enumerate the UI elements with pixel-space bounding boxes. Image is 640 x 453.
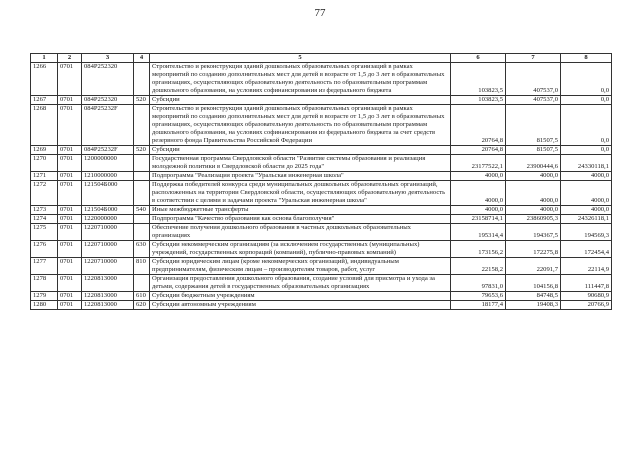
header-cell: 8	[561, 54, 612, 63]
cell-target: 084P25232F	[82, 146, 134, 155]
cell-vr	[134, 215, 150, 224]
cell-v2: 4000,0	[506, 181, 561, 206]
cell-v3: 90680,9	[561, 292, 612, 301]
cell-name: Подпрограмма "Реализация проекта "Уральская инженерная школа"	[150, 172, 451, 181]
cell-sec: 0701	[58, 146, 82, 155]
table-row	[31, 275, 612, 292]
header-cell: 3	[82, 54, 134, 63]
cell-vr: 520	[134, 146, 150, 155]
cell-sec: 0701	[58, 292, 82, 301]
cell-name: Строительство и реконструкция зданий дошкольных образовательных организаций в рамках мероприятий по созданию дополнительных мест для детей в возрасте от 1,5 до 3 лет в образовательных организациях, осуществляющих образовательную деятельность по образовательным программам дошкольного образования, на условиях софинансирования из федерального бюджета за счет средств резервного фонда Правительства Российской Федерации	[150, 105, 451, 146]
cell-vr: 630	[134, 241, 150, 258]
cell-vr	[134, 181, 150, 206]
table-header-row	[31, 54, 612, 63]
cell-name: Субсидии автономным учреждениям	[150, 301, 451, 310]
cell-sec: 0701	[58, 275, 82, 292]
cell-n: 1276	[31, 241, 58, 258]
cell-name: Субсидии некоммерческим организациям (за исключением государственных (муниципальных) учреждений, государственных корпораций (компаний), публично-правовых компаний)	[150, 241, 451, 258]
cell-v1: 4000,0	[451, 181, 506, 206]
cell-n: 1273	[31, 206, 58, 215]
cell-v1: 173156,2	[451, 241, 506, 258]
cell-v3: 0,0	[561, 96, 612, 105]
cell-v3: 194569,3	[561, 224, 612, 241]
cell-target: 084P252320	[82, 63, 134, 96]
page-number: 77	[314, 7, 326, 19]
cell-sec: 0701	[58, 206, 82, 215]
cell-v3: 24330118,1	[561, 155, 612, 172]
cell-target: 1220000000	[82, 215, 134, 224]
cell-n: 1268	[31, 105, 58, 146]
table-row	[31, 301, 612, 310]
cell-name: Обеспечение получения дошкольного образования в частных дошкольных образовательных организациях	[150, 224, 451, 241]
budget-table	[30, 53, 612, 310]
cell-name: Субсидии	[150, 96, 451, 105]
cell-v3: 4000,0	[561, 206, 612, 215]
cell-v3: 0,0	[561, 146, 612, 155]
cell-vr	[134, 172, 150, 181]
cell-v3: 24326118,1	[561, 215, 612, 224]
cell-name: Субсидии юридическим лицам (кроме некоммерческих организаций), индивидуальным предпринимателям, физическим лицам – производителям товаров, работ, услуг	[150, 258, 451, 275]
cell-v2: 194367,5	[506, 224, 561, 241]
cell-target: 084P25232F	[82, 105, 134, 146]
cell-n: 1267	[31, 96, 58, 105]
table-row	[31, 206, 612, 215]
cell-v2: 19408,3	[506, 301, 561, 310]
cell-name: Субсидии	[150, 146, 451, 155]
cell-sec: 0701	[58, 155, 82, 172]
cell-v2: 4000,0	[506, 206, 561, 215]
cell-v1: 4000,0	[451, 206, 506, 215]
cell-v3: 0,0	[561, 63, 612, 96]
cell-vr: 810	[134, 258, 150, 275]
cell-v2: 407537,0	[506, 96, 561, 105]
table-row	[31, 63, 612, 96]
cell-name: Иные межбюджетные трансферты	[150, 206, 451, 215]
cell-v3: 20766,9	[561, 301, 612, 310]
table-row	[31, 96, 612, 105]
cell-name: Поддержка победителей конкурса среди муниципальных дошкольных образовательных организаций, расположенных на территории Свердловской области, осуществляющих образовательную деятельность в соответствии с целями и задачами проекта "Уральская инженерная школа"	[150, 181, 451, 206]
cell-v1: 20764,8	[451, 105, 506, 146]
cell-v2: 407537,0	[506, 63, 561, 96]
cell-v2: 23860905,3	[506, 215, 561, 224]
cell-sec: 0701	[58, 241, 82, 258]
table-row	[31, 181, 612, 206]
cell-n: 1277	[31, 258, 58, 275]
cell-vr: 610	[134, 292, 150, 301]
cell-n: 1266	[31, 63, 58, 96]
header-cell: 4	[134, 54, 150, 63]
header-cell: 2	[58, 54, 82, 63]
cell-n: 1272	[31, 181, 58, 206]
cell-target: 1220710000	[82, 224, 134, 241]
table-row	[31, 105, 612, 146]
cell-v1: 23177522,1	[451, 155, 506, 172]
cell-name: Государственная программа Свердловской области "Развитие системы образования и реализация молодежной политики в Свердловской области до 2025 года"	[150, 155, 451, 172]
cell-v2: 4000,0	[506, 172, 561, 181]
cell-v2: 84748,5	[506, 292, 561, 301]
cell-v1: 20764,8	[451, 146, 506, 155]
cell-sec: 0701	[58, 181, 82, 206]
cell-vr	[134, 224, 150, 241]
cell-n: 1271	[31, 172, 58, 181]
cell-vr: 620	[134, 301, 150, 310]
cell-sec: 0701	[58, 96, 82, 105]
cell-n: 1269	[31, 146, 58, 155]
cell-v1: 79653,6	[451, 292, 506, 301]
cell-vr	[134, 155, 150, 172]
cell-v3: 22114,9	[561, 258, 612, 275]
cell-n: 1279	[31, 292, 58, 301]
cell-v1: 103823,5	[451, 63, 506, 96]
cell-target: 1210000000	[82, 172, 134, 181]
cell-n: 1278	[31, 275, 58, 292]
cell-name: Организация предоставления дошкольного образования, создание условий для присмотра и ухода за детьми, содержания детей в государственных образовательных организациях	[150, 275, 451, 292]
header-cell: 7	[506, 54, 561, 63]
cell-target: 1220710000	[82, 241, 134, 258]
cell-v3: 111447,8	[561, 275, 612, 292]
cell-v1: 97831,0	[451, 275, 506, 292]
cell-v1: 195314,4	[451, 224, 506, 241]
table-row	[31, 215, 612, 224]
cell-vr	[134, 63, 150, 96]
cell-target: 121504Б000	[82, 181, 134, 206]
cell-vr: 520	[134, 96, 150, 105]
cell-v1: 4000,0	[451, 172, 506, 181]
cell-vr: 540	[134, 206, 150, 215]
table-row	[31, 241, 612, 258]
cell-target: 1200000000	[82, 155, 134, 172]
table-row	[31, 146, 612, 155]
cell-sec: 0701	[58, 301, 82, 310]
cell-v3: 172454,4	[561, 241, 612, 258]
cell-vr	[134, 275, 150, 292]
cell-v2: 23900444,6	[506, 155, 561, 172]
table-row	[31, 172, 612, 181]
cell-n: 1270	[31, 155, 58, 172]
cell-v1: 18177,4	[451, 301, 506, 310]
cell-v2: 81507,5	[506, 105, 561, 146]
cell-sec: 0701	[58, 105, 82, 146]
cell-v3: 4000,0	[561, 172, 612, 181]
cell-target: 1220813000	[82, 292, 134, 301]
table-row	[31, 224, 612, 241]
cell-v2: 104156,8	[506, 275, 561, 292]
table-row	[31, 155, 612, 172]
table-row	[31, 258, 612, 275]
cell-sec: 0701	[58, 215, 82, 224]
cell-sec: 0701	[58, 224, 82, 241]
cell-target: 1220813000	[82, 275, 134, 292]
cell-n: 1274	[31, 215, 58, 224]
cell-target: 084P252320	[82, 96, 134, 105]
header-cell: 6	[451, 54, 506, 63]
cell-v1: 103823,5	[451, 96, 506, 105]
table-row	[31, 292, 612, 301]
cell-n: 1280	[31, 301, 58, 310]
cell-v2: 22091,7	[506, 258, 561, 275]
cell-sec: 0701	[58, 172, 82, 181]
table-body	[31, 63, 612, 310]
cell-vr	[134, 105, 150, 146]
cell-target: 121504Б000	[82, 206, 134, 215]
cell-sec: 0701	[58, 63, 82, 96]
cell-v3: 0,0	[561, 105, 612, 146]
cell-v1: 22158,2	[451, 258, 506, 275]
cell-v2: 172275,8	[506, 241, 561, 258]
header-cell: 1	[31, 54, 58, 63]
cell-name: Подпрограмма "Качество образования как основа благополучия"	[150, 215, 451, 224]
cell-target: 1220710000	[82, 258, 134, 275]
cell-name: Субсидии бюджетным учреждениям	[150, 292, 451, 301]
cell-n: 1275	[31, 224, 58, 241]
cell-target: 1220813000	[82, 301, 134, 310]
cell-v3: 4000,0	[561, 181, 612, 206]
header-cell: 5	[150, 54, 451, 63]
cell-name: Строительство и реконструкция зданий дошкольных образовательных организаций в рамках мероприятий по созданию дополнительных мест для детей в возрасте от 1,5 до 3 лет в образовательных организациях, осуществляющих образовательную деятельность по образовательным программам дошкольного образования, на условиях софинансирования из федерального бюджета	[150, 63, 451, 96]
cell-v2: 81507,5	[506, 146, 561, 155]
cell-sec: 0701	[58, 258, 82, 275]
cell-v1: 23158714,1	[451, 215, 506, 224]
